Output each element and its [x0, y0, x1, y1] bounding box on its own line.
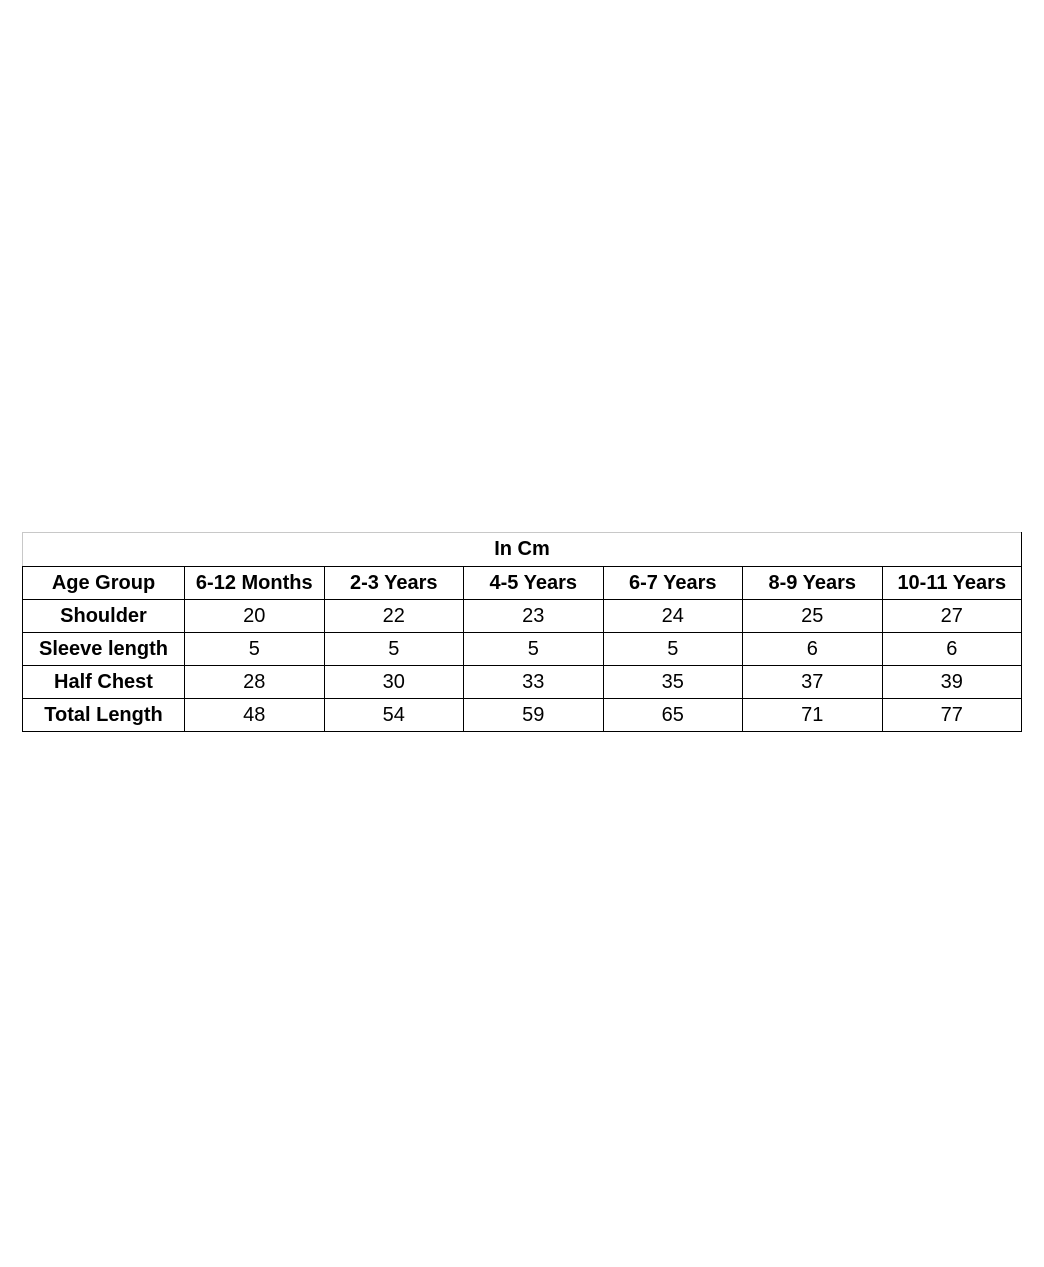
table-cell: 37 [743, 666, 883, 699]
table-cell: 48 [185, 699, 325, 732]
corner-label: Age Group [23, 567, 185, 600]
column-header: 8-9 Years [743, 567, 883, 600]
header-row [23, 567, 1022, 600]
table-cell: 59 [464, 699, 604, 732]
table-cell: 27 [882, 600, 1022, 633]
unit-title-row [23, 533, 1022, 567]
table-cell: 25 [743, 600, 883, 633]
table-row [23, 633, 1022, 666]
table-cell: 5 [324, 633, 464, 666]
table-cell: 35 [603, 666, 743, 699]
table-cell: 30 [324, 666, 464, 699]
table-cell: 6 [743, 633, 883, 666]
column-header: 6-12 Months [185, 567, 325, 600]
table-row [23, 666, 1022, 699]
table-cell: 65 [603, 699, 743, 732]
table-cell: 5 [185, 633, 325, 666]
column-header: 6-7 Years [603, 567, 743, 600]
unit-title: In Cm [23, 533, 1022, 567]
table-cell: 71 [743, 699, 883, 732]
table-cell: 24 [603, 600, 743, 633]
table-cell: 20 [185, 600, 325, 633]
table-cell: 54 [324, 699, 464, 732]
table-cell: 28 [185, 666, 325, 699]
table-cell: 22 [324, 600, 464, 633]
row-label: Half Chest [23, 666, 185, 699]
table-cell: 6 [882, 633, 1022, 666]
table-cell: 33 [464, 666, 604, 699]
row-label: Sleeve length [23, 633, 185, 666]
column-header: 2-3 Years [324, 567, 464, 600]
row-label: Shoulder [23, 600, 185, 633]
table-cell: 23 [464, 600, 604, 633]
size-chart-table [22, 532, 1022, 732]
column-header: 10-11 Years [882, 567, 1022, 600]
column-header: 4-5 Years [464, 567, 604, 600]
table-row [23, 600, 1022, 633]
row-label: Total Length [23, 699, 185, 732]
table-cell: 5 [464, 633, 604, 666]
table-row [23, 699, 1022, 732]
table-cell: 5 [603, 633, 743, 666]
table-cell: 77 [882, 699, 1022, 732]
table-cell: 39 [882, 666, 1022, 699]
